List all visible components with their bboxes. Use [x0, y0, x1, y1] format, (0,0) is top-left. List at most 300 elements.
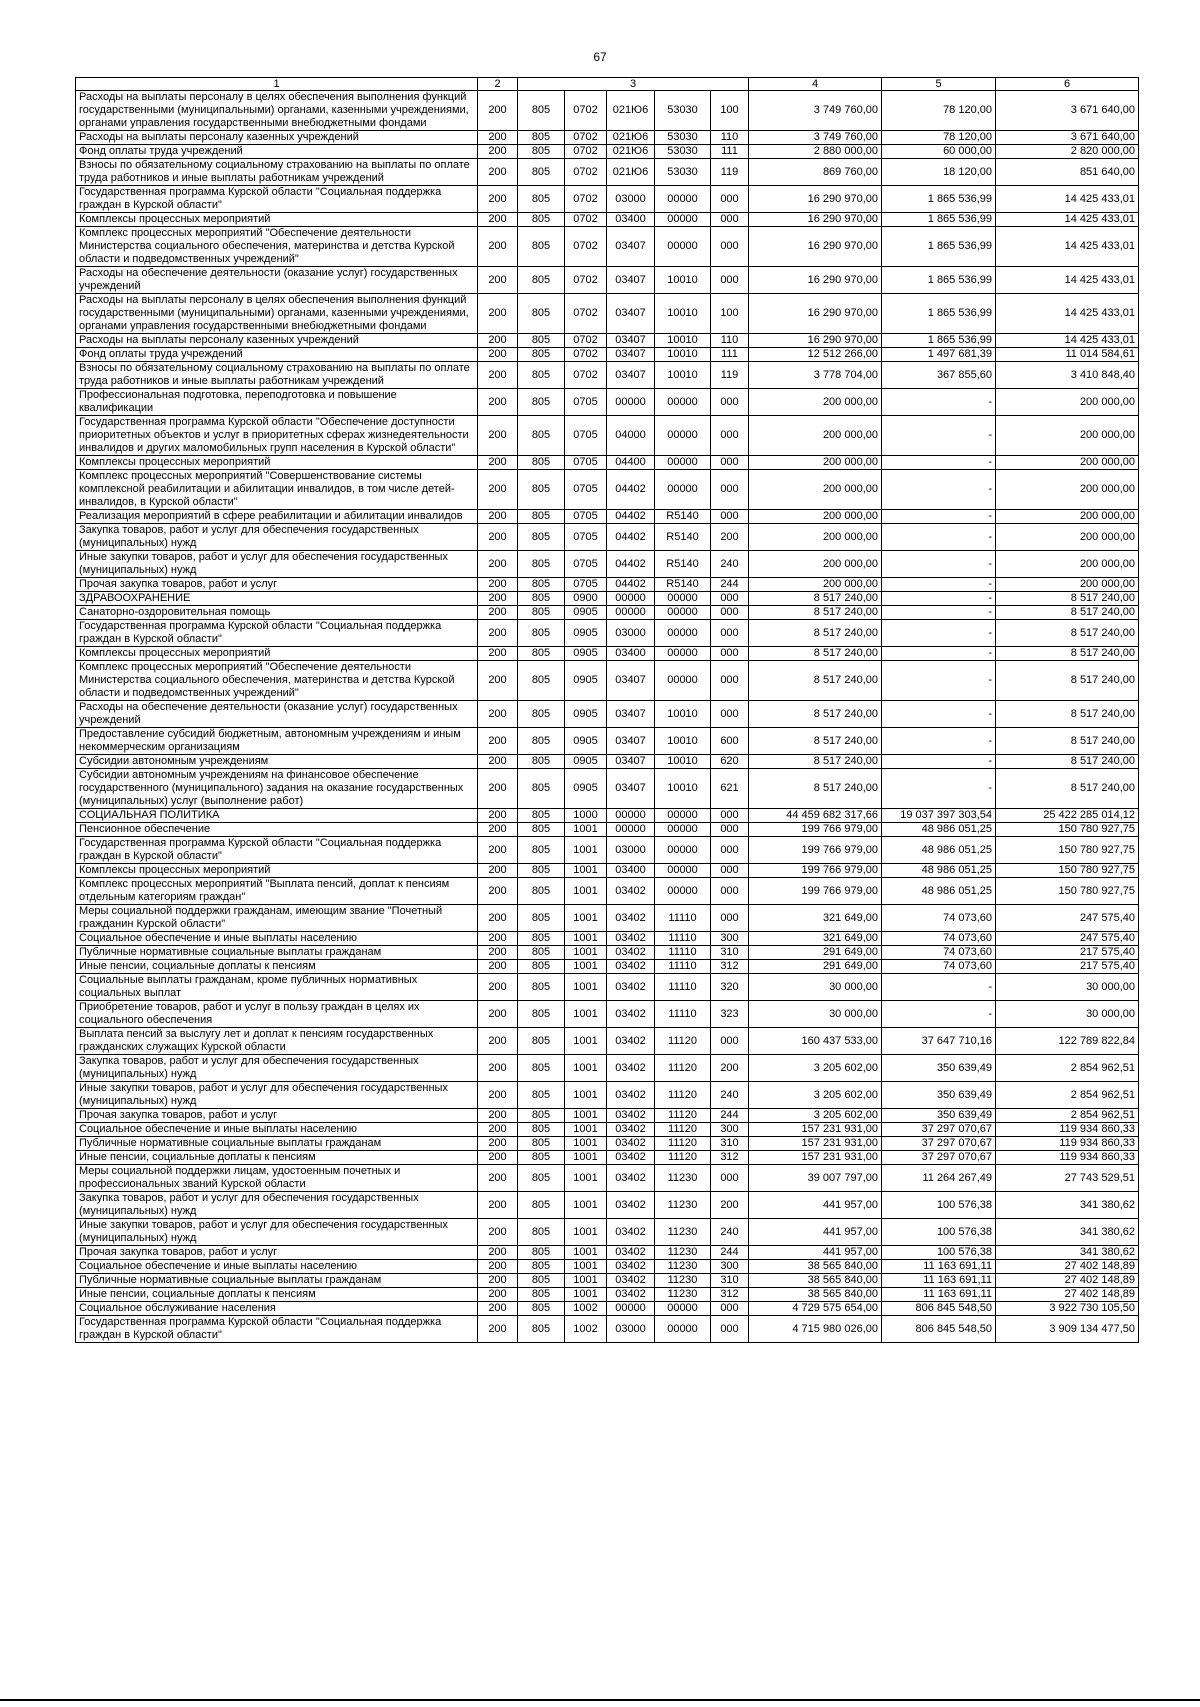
ministry-code-cell: 805 [518, 348, 565, 362]
program-code-cell: 03402 [607, 1028, 655, 1055]
expense-type-cell: 000 [711, 213, 749, 227]
remaining-amount-cell: 3 671 640,00 [996, 131, 1139, 145]
expense-type-cell: 000 [711, 267, 749, 294]
program-code-cell: 021Ю6 [607, 91, 655, 131]
assigned-amount-cell: 200 000,00 [749, 456, 882, 470]
direction-code-cell: 10010 [655, 267, 711, 294]
expense-type-cell: 000 [711, 592, 749, 606]
remaining-amount-cell: 150 780 927,75 [996, 864, 1139, 878]
admin-code-cell: 200 [478, 416, 518, 456]
row-name-cell: Реализация мероприятий в сфере реабилитации и абилитации инвалидов [76, 510, 478, 524]
expense-type-cell: 323 [711, 1001, 749, 1028]
table-row [76, 227, 1139, 267]
executed-amount-cell: 806 845 548,50 [882, 1302, 996, 1316]
direction-code-cell: 11120 [655, 1137, 711, 1151]
table-row [76, 524, 1139, 551]
program-code-cell: 03402 [607, 878, 655, 905]
remaining-amount-cell: 150 780 927,75 [996, 837, 1139, 864]
section-code-cell: 0705 [565, 389, 607, 416]
executed-amount-cell: 37 647 710,16 [882, 1028, 996, 1055]
admin-code-cell: 200 [478, 294, 518, 334]
executed-amount-cell: - [882, 701, 996, 728]
program-code-cell: 03407 [607, 728, 655, 755]
ministry-code-cell: 805 [518, 294, 565, 334]
section-code-cell: 1002 [565, 1316, 607, 1343]
row-name-cell: Прочая закупка товаров, работ и услуг [76, 1109, 478, 1123]
executed-amount-cell: - [882, 389, 996, 416]
section-code-cell: 1001 [565, 946, 607, 960]
expense-type-cell: 000 [711, 809, 749, 823]
admin-code-cell: 200 [478, 1028, 518, 1055]
table-row [76, 932, 1139, 946]
expense-type-cell: 110 [711, 334, 749, 348]
executed-amount-cell: 11 264 267,49 [882, 1165, 996, 1192]
ministry-code-cell: 805 [518, 960, 565, 974]
ministry-code-cell: 805 [518, 334, 565, 348]
section-code-cell: 1001 [565, 1192, 607, 1219]
program-code-cell: 03402 [607, 932, 655, 946]
remaining-amount-cell: 200 000,00 [996, 524, 1139, 551]
header-cell: 1 [76, 78, 478, 91]
executed-amount-cell: - [882, 456, 996, 470]
expense-type-cell: 119 [711, 159, 749, 186]
row-name-cell: Взносы по обязательному социальному страхованию на выплаты по оплате труда работников и иные выплаты работникам учреждений [76, 159, 478, 186]
ministry-code-cell: 805 [518, 905, 565, 932]
assigned-amount-cell: 4 715 980 026,00 [749, 1316, 882, 1343]
remaining-amount-cell: 851 640,00 [996, 159, 1139, 186]
section-code-cell: 1001 [565, 823, 607, 837]
assigned-amount-cell: 16 290 970,00 [749, 294, 882, 334]
section-code-cell: 1001 [565, 878, 607, 905]
row-name-cell: Публичные нормативные социальные выплаты гражданам [76, 1274, 478, 1288]
assigned-amount-cell: 16 290 970,00 [749, 334, 882, 348]
expense-type-cell: 312 [711, 1288, 749, 1302]
header-row [76, 78, 1139, 91]
table-row [76, 878, 1139, 905]
expense-type-cell: 000 [711, 1165, 749, 1192]
program-code-cell: 03407 [607, 294, 655, 334]
table-row [76, 578, 1139, 592]
row-name-cell: Социальные выплаты гражданам, кроме публичных нормативных социальных выплат [76, 974, 478, 1001]
admin-code-cell: 200 [478, 620, 518, 647]
executed-amount-cell: - [882, 578, 996, 592]
direction-code-cell: 00000 [655, 592, 711, 606]
ministry-code-cell: 805 [518, 1316, 565, 1343]
direction-code-cell: 11230 [655, 1165, 711, 1192]
section-code-cell: 0702 [565, 362, 607, 389]
assigned-amount-cell: 3 205 602,00 [749, 1055, 882, 1082]
admin-code-cell: 200 [478, 932, 518, 946]
admin-code-cell: 200 [478, 1288, 518, 1302]
direction-code-cell: 00000 [655, 470, 711, 510]
row-name-cell: Расходы на выплаты персоналу казенных учреждений [76, 334, 478, 348]
ministry-code-cell: 805 [518, 728, 565, 755]
expense-type-cell: 000 [711, 416, 749, 456]
admin-code-cell: 200 [478, 1109, 518, 1123]
direction-code-cell: 10010 [655, 348, 711, 362]
row-name-cell: Иные пенсии, социальные доплаты к пенсиям [76, 1151, 478, 1165]
direction-code-cell: 11230 [655, 1192, 711, 1219]
remaining-amount-cell: 14 425 433,01 [996, 294, 1139, 334]
admin-code-cell: 200 [478, 551, 518, 578]
expense-type-cell: 110 [711, 131, 749, 145]
direction-code-cell: 00000 [655, 389, 711, 416]
expense-type-cell: 000 [711, 823, 749, 837]
admin-code-cell: 200 [478, 1219, 518, 1246]
expense-type-cell: 200 [711, 524, 749, 551]
assigned-amount-cell: 200 000,00 [749, 510, 882, 524]
assigned-amount-cell: 12 512 266,00 [749, 348, 882, 362]
executed-amount-cell: 100 576,38 [882, 1192, 996, 1219]
program-code-cell: 04402 [607, 524, 655, 551]
row-name-cell: СОЦИАЛЬНАЯ ПОЛИТИКА [76, 809, 478, 823]
direction-code-cell: 11120 [655, 1151, 711, 1165]
admin-code-cell: 200 [478, 1302, 518, 1316]
expense-type-cell: 000 [711, 186, 749, 213]
direction-code-cell: 11230 [655, 1274, 711, 1288]
expense-type-cell: 000 [711, 701, 749, 728]
table-row [76, 348, 1139, 362]
admin-code-cell: 200 [478, 1082, 518, 1109]
program-code-cell: 03000 [607, 186, 655, 213]
row-name-cell: Социальное обслуживание населения [76, 1302, 478, 1316]
section-code-cell: 0702 [565, 334, 607, 348]
assigned-amount-cell: 8 517 240,00 [749, 592, 882, 606]
direction-code-cell: 10010 [655, 755, 711, 769]
expense-type-cell: 000 [711, 1028, 749, 1055]
executed-amount-cell: - [882, 728, 996, 755]
assigned-amount-cell: 44 459 682 317,66 [749, 809, 882, 823]
direction-code-cell: 53030 [655, 91, 711, 131]
section-code-cell: 1001 [565, 1123, 607, 1137]
ministry-code-cell: 805 [518, 755, 565, 769]
direction-code-cell: 11110 [655, 905, 711, 932]
executed-amount-cell: - [882, 620, 996, 647]
program-code-cell: 03402 [607, 960, 655, 974]
ministry-code-cell: 805 [518, 186, 565, 213]
expense-type-cell: 000 [711, 661, 749, 701]
row-name-cell: Расходы на обеспечение деятельности (оказание услуг) государственных учреждений [76, 267, 478, 294]
direction-code-cell: R5140 [655, 510, 711, 524]
remaining-amount-cell: 150 780 927,75 [996, 823, 1139, 837]
table-row [76, 131, 1139, 145]
assigned-amount-cell: 8 517 240,00 [749, 755, 882, 769]
direction-code-cell: 00000 [655, 606, 711, 620]
program-code-cell: 03407 [607, 661, 655, 701]
table-row [76, 1165, 1139, 1192]
admin-code-cell: 200 [478, 524, 518, 551]
admin-code-cell: 200 [478, 960, 518, 974]
expense-type-cell: 000 [711, 606, 749, 620]
remaining-amount-cell: 27 402 148,89 [996, 1288, 1139, 1302]
assigned-amount-cell: 160 437 533,00 [749, 1028, 882, 1055]
section-code-cell: 1001 [565, 1055, 607, 1082]
remaining-amount-cell: 200 000,00 [996, 470, 1139, 510]
admin-code-cell: 200 [478, 456, 518, 470]
section-code-cell: 1001 [565, 1246, 607, 1260]
ministry-code-cell: 805 [518, 647, 565, 661]
row-name-cell: Комплексы процессных мероприятий [76, 213, 478, 227]
assigned-amount-cell: 16 290 970,00 [749, 186, 882, 213]
assigned-amount-cell: 200 000,00 [749, 578, 882, 592]
remaining-amount-cell: 27 402 148,89 [996, 1260, 1139, 1274]
remaining-amount-cell: 27 743 529,51 [996, 1165, 1139, 1192]
remaining-amount-cell: 150 780 927,75 [996, 878, 1139, 905]
expense-type-cell: 200 [711, 1055, 749, 1082]
ministry-code-cell: 805 [518, 213, 565, 227]
executed-amount-cell: - [882, 974, 996, 1001]
table-row [76, 91, 1139, 131]
program-code-cell: 03000 [607, 837, 655, 864]
direction-code-cell: 10010 [655, 701, 711, 728]
program-code-cell: 03407 [607, 227, 655, 267]
table-row [76, 1192, 1139, 1219]
program-code-cell: 03402 [607, 1082, 655, 1109]
remaining-amount-cell: 200 000,00 [996, 510, 1139, 524]
expense-type-cell: 300 [711, 1123, 749, 1137]
admin-code-cell: 200 [478, 510, 518, 524]
table-row [76, 728, 1139, 755]
direction-code-cell: 00000 [655, 416, 711, 456]
direction-code-cell: 11230 [655, 1260, 711, 1274]
program-code-cell: 00000 [607, 592, 655, 606]
ministry-code-cell: 805 [518, 1028, 565, 1055]
assigned-amount-cell: 30 000,00 [749, 1001, 882, 1028]
table-row [76, 701, 1139, 728]
row-name-cell: Иные закупки товаров, работ и услуг для обеспечения государственных (муниципальных) нужд [76, 551, 478, 578]
table-row [76, 1123, 1139, 1137]
row-name-cell: Государственная программа Курской области "Обеспечение доступности приоритетных объектов и услуг в приоритетных сферах жизнедеятельности инвалидов и других маломобильных групп населения в Курской области" [76, 416, 478, 456]
section-code-cell: 1001 [565, 1274, 607, 1288]
executed-amount-cell: 18 120,00 [882, 159, 996, 186]
assigned-amount-cell: 200 000,00 [749, 551, 882, 578]
direction-code-cell: 11110 [655, 946, 711, 960]
remaining-amount-cell: 247 575,40 [996, 905, 1139, 932]
program-code-cell: 03407 [607, 267, 655, 294]
assigned-amount-cell: 4 729 575 654,00 [749, 1302, 882, 1316]
admin-code-cell: 200 [478, 974, 518, 1001]
program-code-cell: 03407 [607, 334, 655, 348]
table-row [76, 470, 1139, 510]
admin-code-cell: 200 [478, 186, 518, 213]
ministry-code-cell: 805 [518, 932, 565, 946]
direction-code-cell: 11120 [655, 1123, 711, 1137]
admin-code-cell: 200 [478, 159, 518, 186]
expense-type-cell: 300 [711, 1260, 749, 1274]
program-code-cell: 04402 [607, 470, 655, 510]
table-row [76, 974, 1139, 1001]
row-name-cell: Иные закупки товаров, работ и услуг для обеспечения государственных (муниципальных) нужд [76, 1082, 478, 1109]
remaining-amount-cell: 14 425 433,01 [996, 334, 1139, 348]
header-cell: 5 [882, 78, 996, 91]
admin-code-cell: 200 [478, 213, 518, 227]
program-code-cell: 03402 [607, 1219, 655, 1246]
section-code-cell: 1001 [565, 1219, 607, 1246]
remaining-amount-cell: 27 402 148,89 [996, 1274, 1139, 1288]
ministry-code-cell: 805 [518, 701, 565, 728]
expense-type-cell: 111 [711, 348, 749, 362]
executed-amount-cell: - [882, 524, 996, 551]
executed-amount-cell: 11 163 691,11 [882, 1274, 996, 1288]
admin-code-cell: 200 [478, 946, 518, 960]
executed-amount-cell: 11 163 691,11 [882, 1288, 996, 1302]
page-number: 67 [593, 50, 607, 64]
admin-code-cell: 200 [478, 1274, 518, 1288]
program-code-cell: 04402 [607, 578, 655, 592]
section-code-cell: 1001 [565, 974, 607, 1001]
ministry-code-cell: 805 [518, 1055, 565, 1082]
expense-type-cell: 240 [711, 1082, 749, 1109]
admin-code-cell: 200 [478, 661, 518, 701]
row-name-cell: Расходы на выплаты персоналу в целях обеспечения выполнения функций государственными (муниципальными) органами, казенными учреждениями, органами управления государственными внебюджетными фондами [76, 91, 478, 131]
executed-amount-cell: 11 163 691,11 [882, 1260, 996, 1274]
program-code-cell: 03000 [607, 620, 655, 647]
ministry-code-cell: 805 [518, 91, 565, 131]
section-code-cell: 0905 [565, 701, 607, 728]
expense-type-cell: 111 [711, 145, 749, 159]
ministry-code-cell: 805 [518, 878, 565, 905]
direction-code-cell: 10010 [655, 294, 711, 334]
table-row [76, 551, 1139, 578]
direction-code-cell: 00000 [655, 661, 711, 701]
ministry-code-cell: 805 [518, 974, 565, 1001]
table-row [76, 1137, 1139, 1151]
section-code-cell: 1001 [565, 864, 607, 878]
remaining-amount-cell: 2 854 962,51 [996, 1082, 1139, 1109]
assigned-amount-cell: 291 649,00 [749, 946, 882, 960]
admin-code-cell: 200 [478, 267, 518, 294]
admin-code-cell: 200 [478, 647, 518, 661]
executed-amount-cell: - [882, 510, 996, 524]
section-code-cell: 0702 [565, 91, 607, 131]
table-row [76, 1028, 1139, 1055]
section-code-cell: 1001 [565, 1151, 607, 1165]
table-row [76, 1109, 1139, 1123]
assigned-amount-cell: 441 957,00 [749, 1246, 882, 1260]
executed-amount-cell: - [882, 592, 996, 606]
ministry-code-cell: 805 [518, 946, 565, 960]
row-name-cell: Иные пенсии, социальные доплаты к пенсиям [76, 960, 478, 974]
section-code-cell: 1001 [565, 960, 607, 974]
executed-amount-cell: 74 073,60 [882, 960, 996, 974]
assigned-amount-cell: 321 649,00 [749, 905, 882, 932]
row-name-cell: Комплекс процессных мероприятий "Обеспечение деятельности Министерства социального обеспечения, материнства и детства Курской области и подведомственных учреждений" [76, 661, 478, 701]
assigned-amount-cell: 38 565 840,00 [749, 1288, 882, 1302]
row-name-cell: Комплекс процессных мероприятий "Совершенствование системы комплексной реабилитации и абилитации инвалидов, в том числе детей-инвалидов, в Курской области" [76, 470, 478, 510]
section-code-cell: 0905 [565, 769, 607, 809]
direction-code-cell: 53030 [655, 159, 711, 186]
table-row [76, 186, 1139, 213]
row-name-cell: Публичные нормативные социальные выплаты гражданам [76, 946, 478, 960]
assigned-amount-cell: 38 565 840,00 [749, 1260, 882, 1274]
direction-code-cell: 11120 [655, 1082, 711, 1109]
row-name-cell: Государственная программа Курской области "Социальная поддержка граждан в Курской области" [76, 837, 478, 864]
direction-code-cell: 11230 [655, 1288, 711, 1302]
expense-type-cell: 000 [711, 1316, 749, 1343]
executed-amount-cell: - [882, 647, 996, 661]
executed-amount-cell: 1 865 536,99 [882, 213, 996, 227]
ministry-code-cell: 805 [518, 1082, 565, 1109]
remaining-amount-cell: 8 517 240,00 [996, 769, 1139, 809]
remaining-amount-cell: 3 410 848,40 [996, 362, 1139, 389]
row-name-cell: Санаторно-оздоровительная помощь [76, 606, 478, 620]
executed-amount-cell: 806 845 548,50 [882, 1316, 996, 1343]
ministry-code-cell: 805 [518, 769, 565, 809]
section-code-cell: 0702 [565, 267, 607, 294]
executed-amount-cell: - [882, 1001, 996, 1028]
ministry-code-cell: 805 [518, 1109, 565, 1123]
table-row [76, 1082, 1139, 1109]
program-code-cell: 021Ю6 [607, 159, 655, 186]
table-row [76, 159, 1139, 186]
table-row [76, 1302, 1139, 1316]
assigned-amount-cell: 199 766 979,00 [749, 837, 882, 864]
remaining-amount-cell: 8 517 240,00 [996, 755, 1139, 769]
direction-code-cell: 11230 [655, 1219, 711, 1246]
admin-code-cell: 200 [478, 728, 518, 755]
admin-code-cell: 200 [478, 145, 518, 159]
remaining-amount-cell: 30 000,00 [996, 1001, 1139, 1028]
section-code-cell: 0702 [565, 213, 607, 227]
admin-code-cell: 200 [478, 1316, 518, 1343]
remaining-amount-cell: 119 934 860,33 [996, 1123, 1139, 1137]
assigned-amount-cell: 199 766 979,00 [749, 864, 882, 878]
executed-amount-cell: - [882, 551, 996, 578]
row-name-cell: Социальное обеспечение и иные выплаты населению [76, 1123, 478, 1137]
row-name-cell: Публичные нормативные социальные выплаты гражданам [76, 1137, 478, 1151]
expense-type-cell: 000 [711, 227, 749, 267]
program-code-cell: 04402 [607, 510, 655, 524]
row-name-cell: Меры социальной поддержки лицам, удостоенным почетных и профессиональных званий Курской области [76, 1165, 478, 1192]
table-row [76, 456, 1139, 470]
program-code-cell: 03402 [607, 946, 655, 960]
ministry-code-cell: 805 [518, 456, 565, 470]
table-row [76, 510, 1139, 524]
remaining-amount-cell: 200 000,00 [996, 416, 1139, 456]
ministry-code-cell: 805 [518, 1246, 565, 1260]
section-code-cell: 0705 [565, 456, 607, 470]
ministry-code-cell: 805 [518, 1123, 565, 1137]
direction-code-cell: 00000 [655, 823, 711, 837]
table-row [76, 389, 1139, 416]
table-row [76, 946, 1139, 960]
executed-amount-cell: 37 297 070,67 [882, 1151, 996, 1165]
direction-code-cell: 11230 [655, 1246, 711, 1260]
program-code-cell: 03402 [607, 1246, 655, 1260]
expense-type-cell: 000 [711, 620, 749, 647]
remaining-amount-cell: 341 380,62 [996, 1192, 1139, 1219]
remaining-amount-cell: 14 425 433,01 [996, 267, 1139, 294]
executed-amount-cell: 367 855,60 [882, 362, 996, 389]
admin-code-cell: 200 [478, 905, 518, 932]
admin-code-cell: 200 [478, 1246, 518, 1260]
admin-code-cell: 200 [478, 701, 518, 728]
admin-code-cell: 200 [478, 769, 518, 809]
direction-code-cell: 00000 [655, 620, 711, 647]
section-code-cell: 0905 [565, 755, 607, 769]
executed-amount-cell: 350 639,49 [882, 1109, 996, 1123]
expense-type-cell: 310 [711, 946, 749, 960]
remaining-amount-cell: 200 000,00 [996, 578, 1139, 592]
assigned-amount-cell: 200 000,00 [749, 416, 882, 456]
table-row [76, 606, 1139, 620]
bottom-rule [0, 1699, 1200, 1701]
remaining-amount-cell: 247 575,40 [996, 932, 1139, 946]
section-code-cell: 0905 [565, 661, 607, 701]
remaining-amount-cell: 122 789 822,84 [996, 1028, 1139, 1055]
ministry-code-cell: 805 [518, 578, 565, 592]
table-row [76, 661, 1139, 701]
